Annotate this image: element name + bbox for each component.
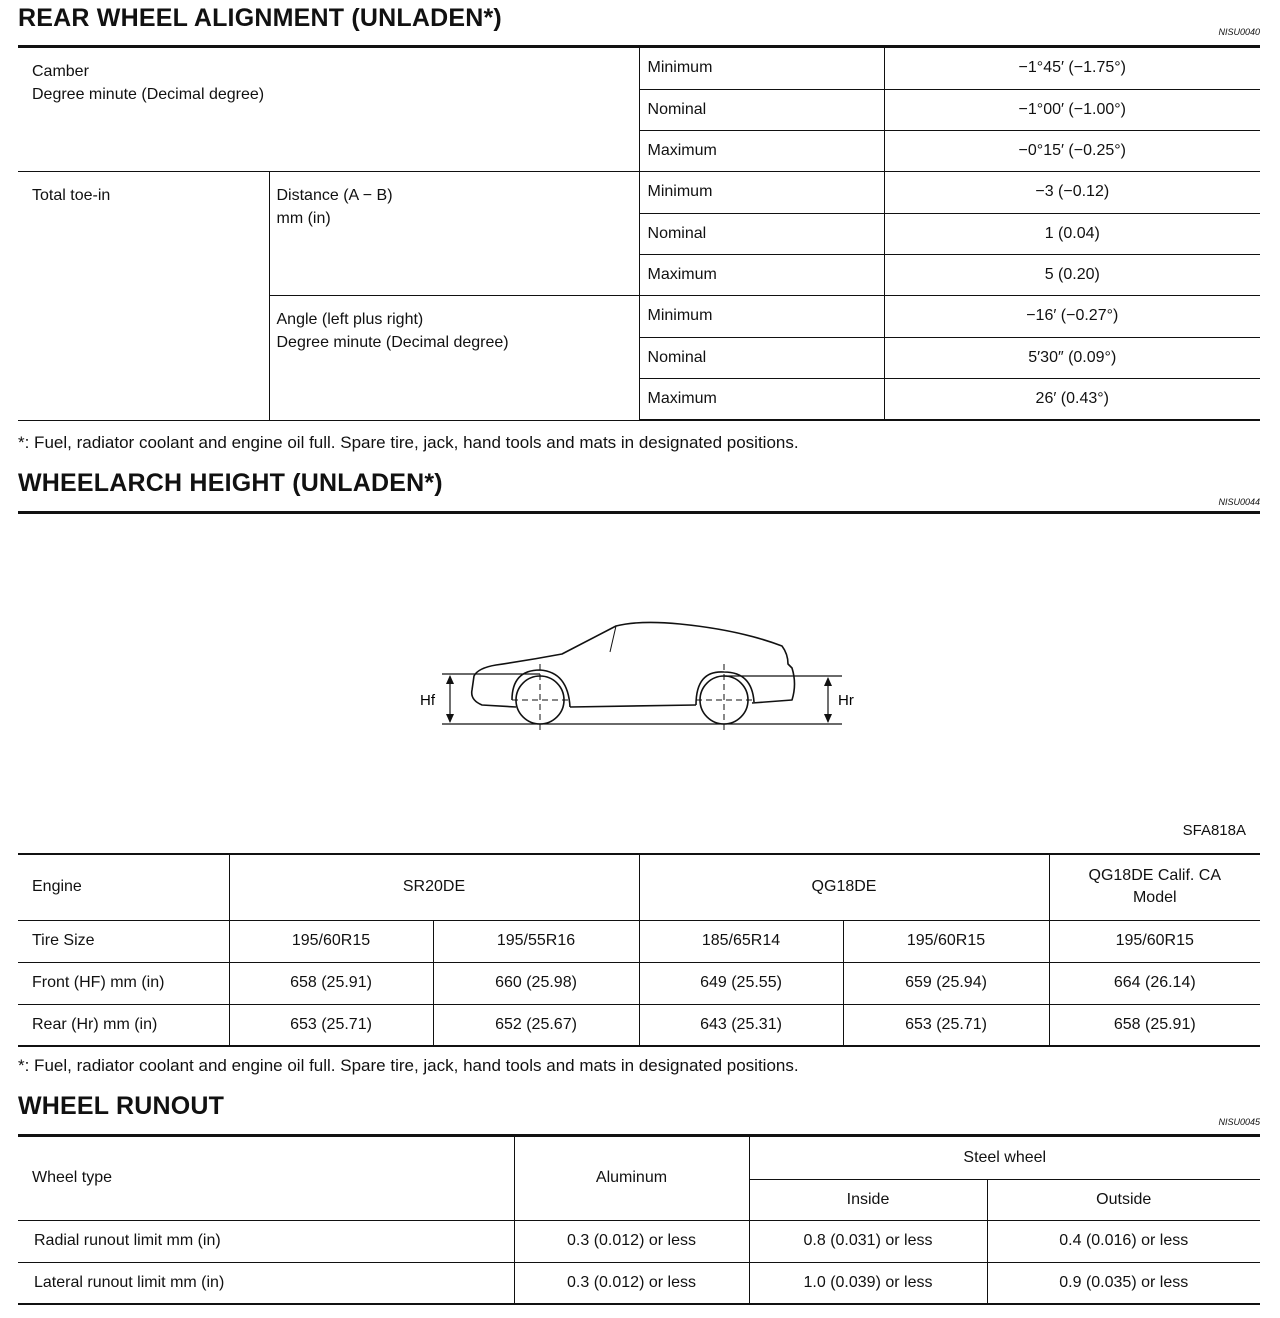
camber-min-label: Minimum <box>639 48 884 89</box>
hf-arrow-top <box>446 675 454 684</box>
hr-arrow-top <box>824 677 832 686</box>
toe-angle-max-label: Maximum <box>639 378 884 420</box>
toe-angle-nom-value: 5′30″ (0.09°) <box>884 337 1260 378</box>
toe-distance-label: Distance (A − B) <box>276 186 393 204</box>
table-row <box>18 920 1260 962</box>
aluminum-header: Aluminum <box>514 1137 749 1220</box>
table-row <box>18 1137 1260 1179</box>
rear-alignment-title: REAR WHEEL ALIGNMENT (UNLADEN*) <box>18 4 502 32</box>
front-height-cell: 659 (25.94) <box>843 962 1049 1004</box>
camber-label: Camber <box>32 63 89 80</box>
radial-runout-label: Radial runout limit mm (in) <box>18 1220 514 1262</box>
rear-height-cell: 643 (25.31) <box>639 1004 843 1046</box>
table-row <box>18 1262 1260 1304</box>
table-row <box>18 962 1260 1004</box>
toe-angle-nom-label: Nominal <box>639 337 884 378</box>
tire-size-cell: 195/55R16 <box>433 920 639 962</box>
rear-height-cell: 652 (25.67) <box>433 1004 639 1046</box>
car-body-outline <box>472 622 795 707</box>
outside-header: Outside <box>987 1179 1260 1220</box>
front-height-cell: 664 (26.14) <box>1049 962 1260 1004</box>
engine-qg18de-calif: QG18DE Calif. CA Model <box>1049 854 1260 920</box>
toe-distance-cell <box>269 171 639 295</box>
front-height-cell: 660 (25.98) <box>433 962 639 1004</box>
tire-size-cell: 195/60R15 <box>1049 920 1260 962</box>
table-row <box>18 171 1260 213</box>
toe-angle-label: Angle (left plus right) <box>276 310 424 328</box>
front-height-label: Front (HF) mm (in) <box>18 962 229 1004</box>
wheelarch-title: WHEELARCH HEIGHT (UNLADEN*) <box>18 469 443 497</box>
rear-alignment-table <box>18 48 1260 421</box>
front-window-line <box>610 626 616 652</box>
table-row <box>18 1004 1260 1046</box>
table-row <box>18 854 1260 920</box>
hf-arrow-bottom <box>446 714 454 723</box>
camber-nom-label: Nominal <box>639 89 884 130</box>
tire-size-label: Tire Size <box>18 920 229 962</box>
tire-size-cell: 195/60R15 <box>229 920 433 962</box>
runout-title: WHEEL RUNOUT <box>18 1092 225 1120</box>
wheelarch-note: *: Fuel, radiator coolant and engine oil full. Spare tire, jack, hand tools and mats in designated positions. <box>18 1056 799 1075</box>
camber-cell <box>18 48 639 171</box>
toe-distance-min-label: Minimum <box>639 171 884 213</box>
toe-angle-min-label: Minimum <box>639 295 884 337</box>
tire-size-cell: 185/65R14 <box>639 920 843 962</box>
toe-distance-unit: mm (in) <box>276 209 331 227</box>
toe-label: Total toe-in <box>18 171 269 420</box>
lateral-inside-value: 1.0 (0.039) or less <box>749 1262 987 1304</box>
toe-distance-max-label: Maximum <box>639 254 884 295</box>
inside-header: Inside <box>749 1179 987 1220</box>
steel-wheel-header: Steel wheel <box>749 1137 1260 1179</box>
table-row <box>18 48 1260 89</box>
lateral-runout-label: Lateral runout limit mm (in) <box>18 1262 514 1304</box>
table-row <box>18 1220 1260 1262</box>
camber-min-value: −1°45′ (−1.75°) <box>884 48 1260 89</box>
runout-code: NISU0045 <box>1218 1117 1260 1127</box>
car-side-diagram <box>400 610 880 740</box>
runout-table <box>18 1137 1260 1305</box>
rear-alignment-code: NISU0040 <box>1218 27 1260 37</box>
engine-sr20de: SR20DE <box>229 854 639 920</box>
lateral-outside-value: 0.9 (0.035) or less <box>987 1262 1260 1304</box>
tire-size-cell: 195/60R15 <box>843 920 1049 962</box>
toe-angle-unit: Degree minute (Decimal degree) <box>276 333 509 351</box>
toe-distance-min-value: −3 (−0.12) <box>884 171 1260 213</box>
engine-header: Engine <box>18 854 229 920</box>
camber-max-value: −0°15′ (−0.25°) <box>884 130 1260 171</box>
wheelarch-code: NISU0044 <box>1218 497 1260 507</box>
hr-arrow-bottom <box>824 714 832 723</box>
lateral-aluminum-value: 0.3 (0.012) or less <box>514 1262 749 1304</box>
camber-unit: Degree minute (Decimal degree) <box>32 86 265 103</box>
hf-label: Hf <box>420 692 435 709</box>
wheelarch-table <box>18 853 1260 1047</box>
rear-alignment-note: *: Fuel, radiator coolant and engine oil full. Spare tire, jack, hand tools and mats in designated positions. <box>18 433 799 452</box>
front-height-cell: 658 (25.91) <box>229 962 433 1004</box>
toe-angle-max-value: 26′ (0.43°) <box>884 378 1260 420</box>
toe-distance-nom-label: Nominal <box>639 213 884 254</box>
engine-qg18de: QG18DE <box>639 854 1049 920</box>
toe-angle-cell <box>269 295 639 420</box>
toe-distance-max-value: 5 (0.20) <box>884 254 1260 295</box>
front-height-cell: 649 (25.55) <box>639 962 843 1004</box>
camber-max-label: Maximum <box>639 130 884 171</box>
camber-nom-value: −1°00′ (−1.00°) <box>884 89 1260 130</box>
rear-height-cell: 658 (25.91) <box>1049 1004 1260 1046</box>
wheelarch-rule <box>18 511 1260 514</box>
rear-height-label: Rear (Hr) mm (in) <box>18 1004 229 1046</box>
radial-aluminum-value: 0.3 (0.012) or less <box>514 1220 749 1262</box>
hr-label: Hr <box>838 692 854 709</box>
figure-code: SFA818A <box>1182 822 1246 839</box>
toe-angle-min-value: −16′ (−0.27°) <box>884 295 1260 337</box>
radial-inside-value: 0.8 (0.031) or less <box>749 1220 987 1262</box>
radial-outside-value: 0.4 (0.016) or less <box>987 1220 1260 1262</box>
wheel-type-header: Wheel type <box>18 1137 514 1220</box>
rear-height-cell: 653 (25.71) <box>843 1004 1049 1046</box>
toe-distance-nom-value: 1 (0.04) <box>884 213 1260 254</box>
rear-height-cell: 653 (25.71) <box>229 1004 433 1046</box>
